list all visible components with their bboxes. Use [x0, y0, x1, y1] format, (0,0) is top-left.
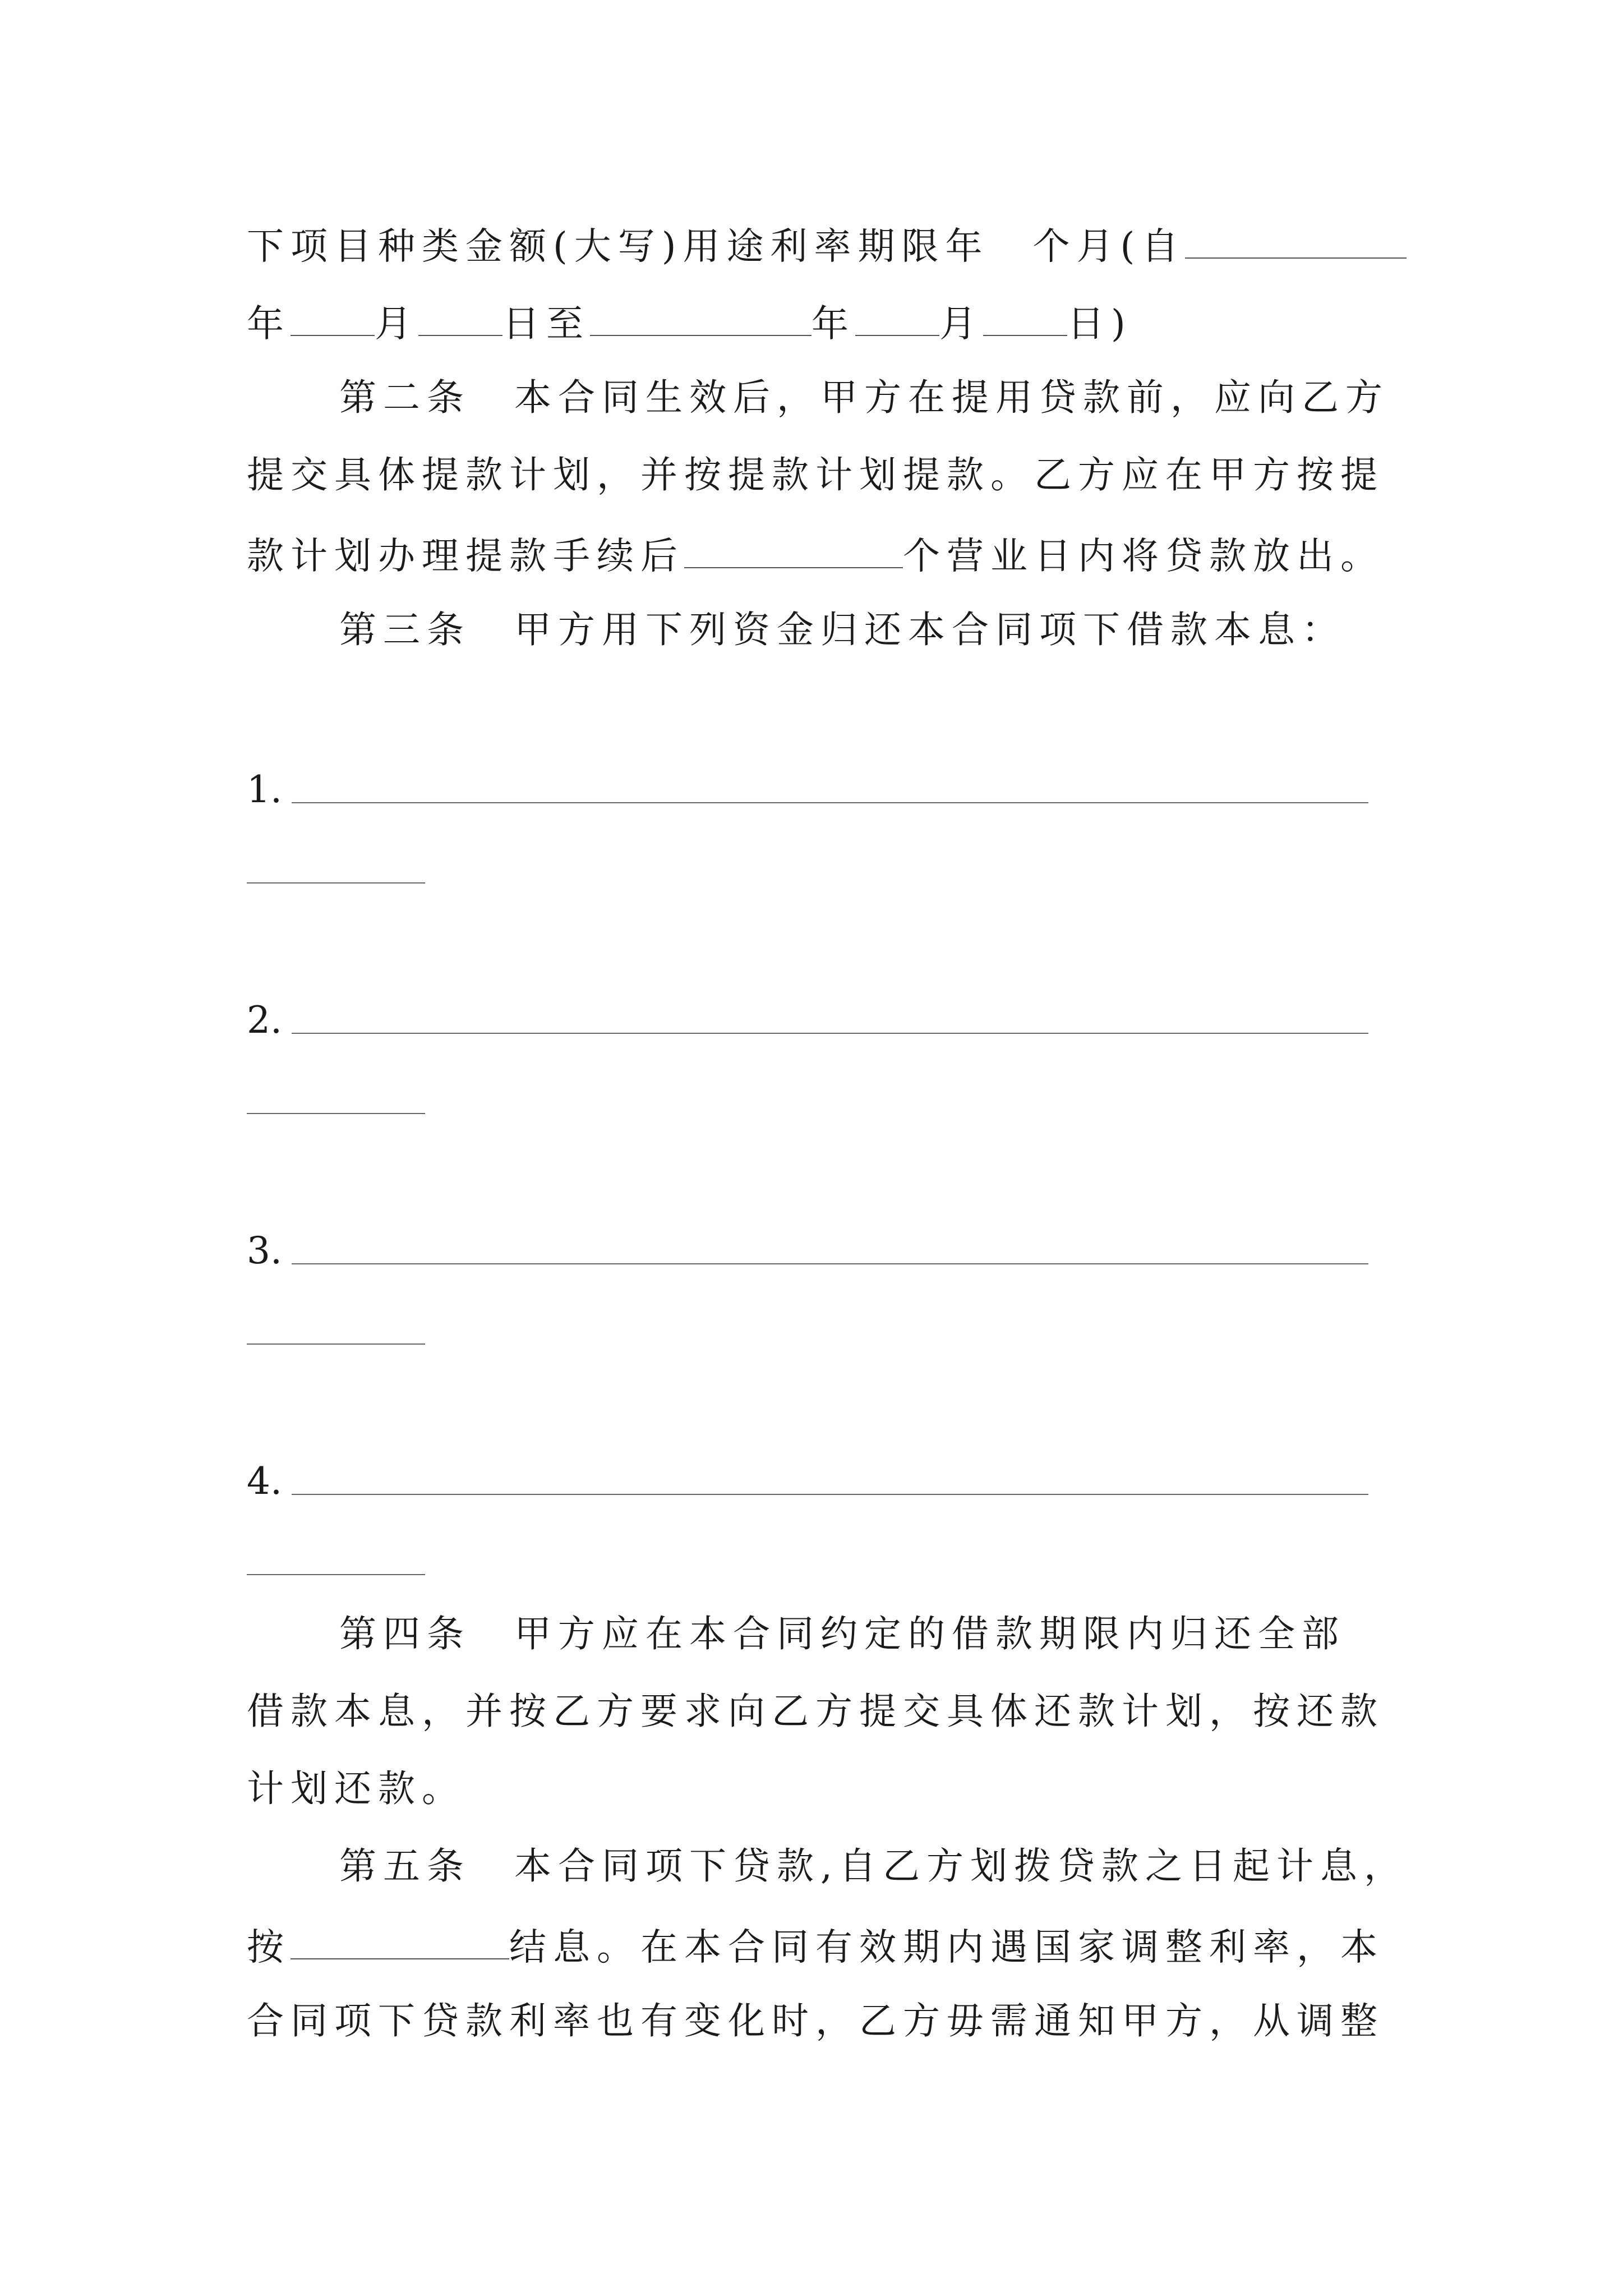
article-5-line-2-after: 结息。在本合同有效期内遇国家调整利率，本	[509, 1925, 1384, 1969]
repayment-source-1-number: 1.	[247, 768, 282, 811]
end-month-blank	[855, 302, 939, 336]
repayment-source-1-blank-cont	[247, 882, 425, 884]
settlement-method-blank	[291, 1925, 509, 1959]
contract-line-date-range	[247, 302, 1132, 346]
article-3-line-1: 第三条 甲方用下列资金归还本合同项下借款本息：	[339, 608, 1345, 651]
year-label: 年	[247, 302, 291, 346]
article-2-line-1: 第二条 本合同生效后，甲方在提用贷款前，应向乙方	[339, 376, 1389, 419]
repayment-source-2-blank	[292, 1033, 1368, 1034]
article-4-line-3: 计划还款。	[247, 1767, 465, 1810]
article-2-line-3-after: 个营业日内将贷款放出。	[903, 534, 1384, 578]
month-label-2: 月	[939, 302, 983, 346]
repayment-source-1-blank	[292, 802, 1368, 803]
article-2-line-3	[247, 534, 1384, 578]
repayment-source-4-number: 4.	[247, 1460, 282, 1503]
repayment-source-3-blank	[292, 1263, 1368, 1264]
month-label: 月	[375, 302, 418, 346]
repayment-source-4-blank	[292, 1494, 1368, 1495]
article-5-line-3: 合同项下贷款利率也有变化时，乙方毋需通知甲方，从调整	[247, 1999, 1384, 2042]
start-day-blank	[418, 302, 502, 336]
loan-terms-text: 下项目种类金额(大写)用途利率期限年 个月(自	[247, 224, 1186, 268]
repayment-source-2-number: 2.	[247, 999, 282, 1042]
article-2-line-3-before: 款计划办理提款手续后	[247, 534, 684, 578]
article-5-line-2-before: 按	[247, 1925, 291, 1969]
repayment-source-3-blank-cont	[247, 1343, 425, 1345]
repayment-source-4-blank-cont	[247, 1574, 425, 1575]
end-day-blank	[983, 302, 1067, 336]
start-month-blank	[291, 302, 375, 336]
contract-line-loan-terms	[247, 224, 1407, 268]
article-5-line-1: 第五条 本合同项下贷款,自乙方划拨贷款之日起计息，	[339, 1844, 1408, 1888]
article-2-line-2: 提交具体提款计划，并按提款计划提款。乙方应在甲方按提	[247, 453, 1384, 496]
article-4-line-2: 借款本息，并按乙方要求向乙方提交具体还款计划，按还款	[247, 1690, 1384, 1733]
repayment-source-2-blank-cont	[247, 1113, 425, 1114]
year-label-2: 年	[811, 302, 855, 346]
business-days-blank	[684, 534, 903, 568]
article-5-line-2	[247, 1925, 1384, 1969]
article-4-line-1: 第四条 甲方应在本合同约定的借款期限内归还全部	[339, 1612, 1345, 1655]
end-year-blank	[590, 302, 811, 336]
day-close-label: 日)	[1067, 302, 1132, 346]
start-year-blank	[1185, 224, 1407, 259]
repayment-source-3-number: 3.	[247, 1229, 282, 1272]
day-to-label: 日至	[502, 302, 590, 346]
